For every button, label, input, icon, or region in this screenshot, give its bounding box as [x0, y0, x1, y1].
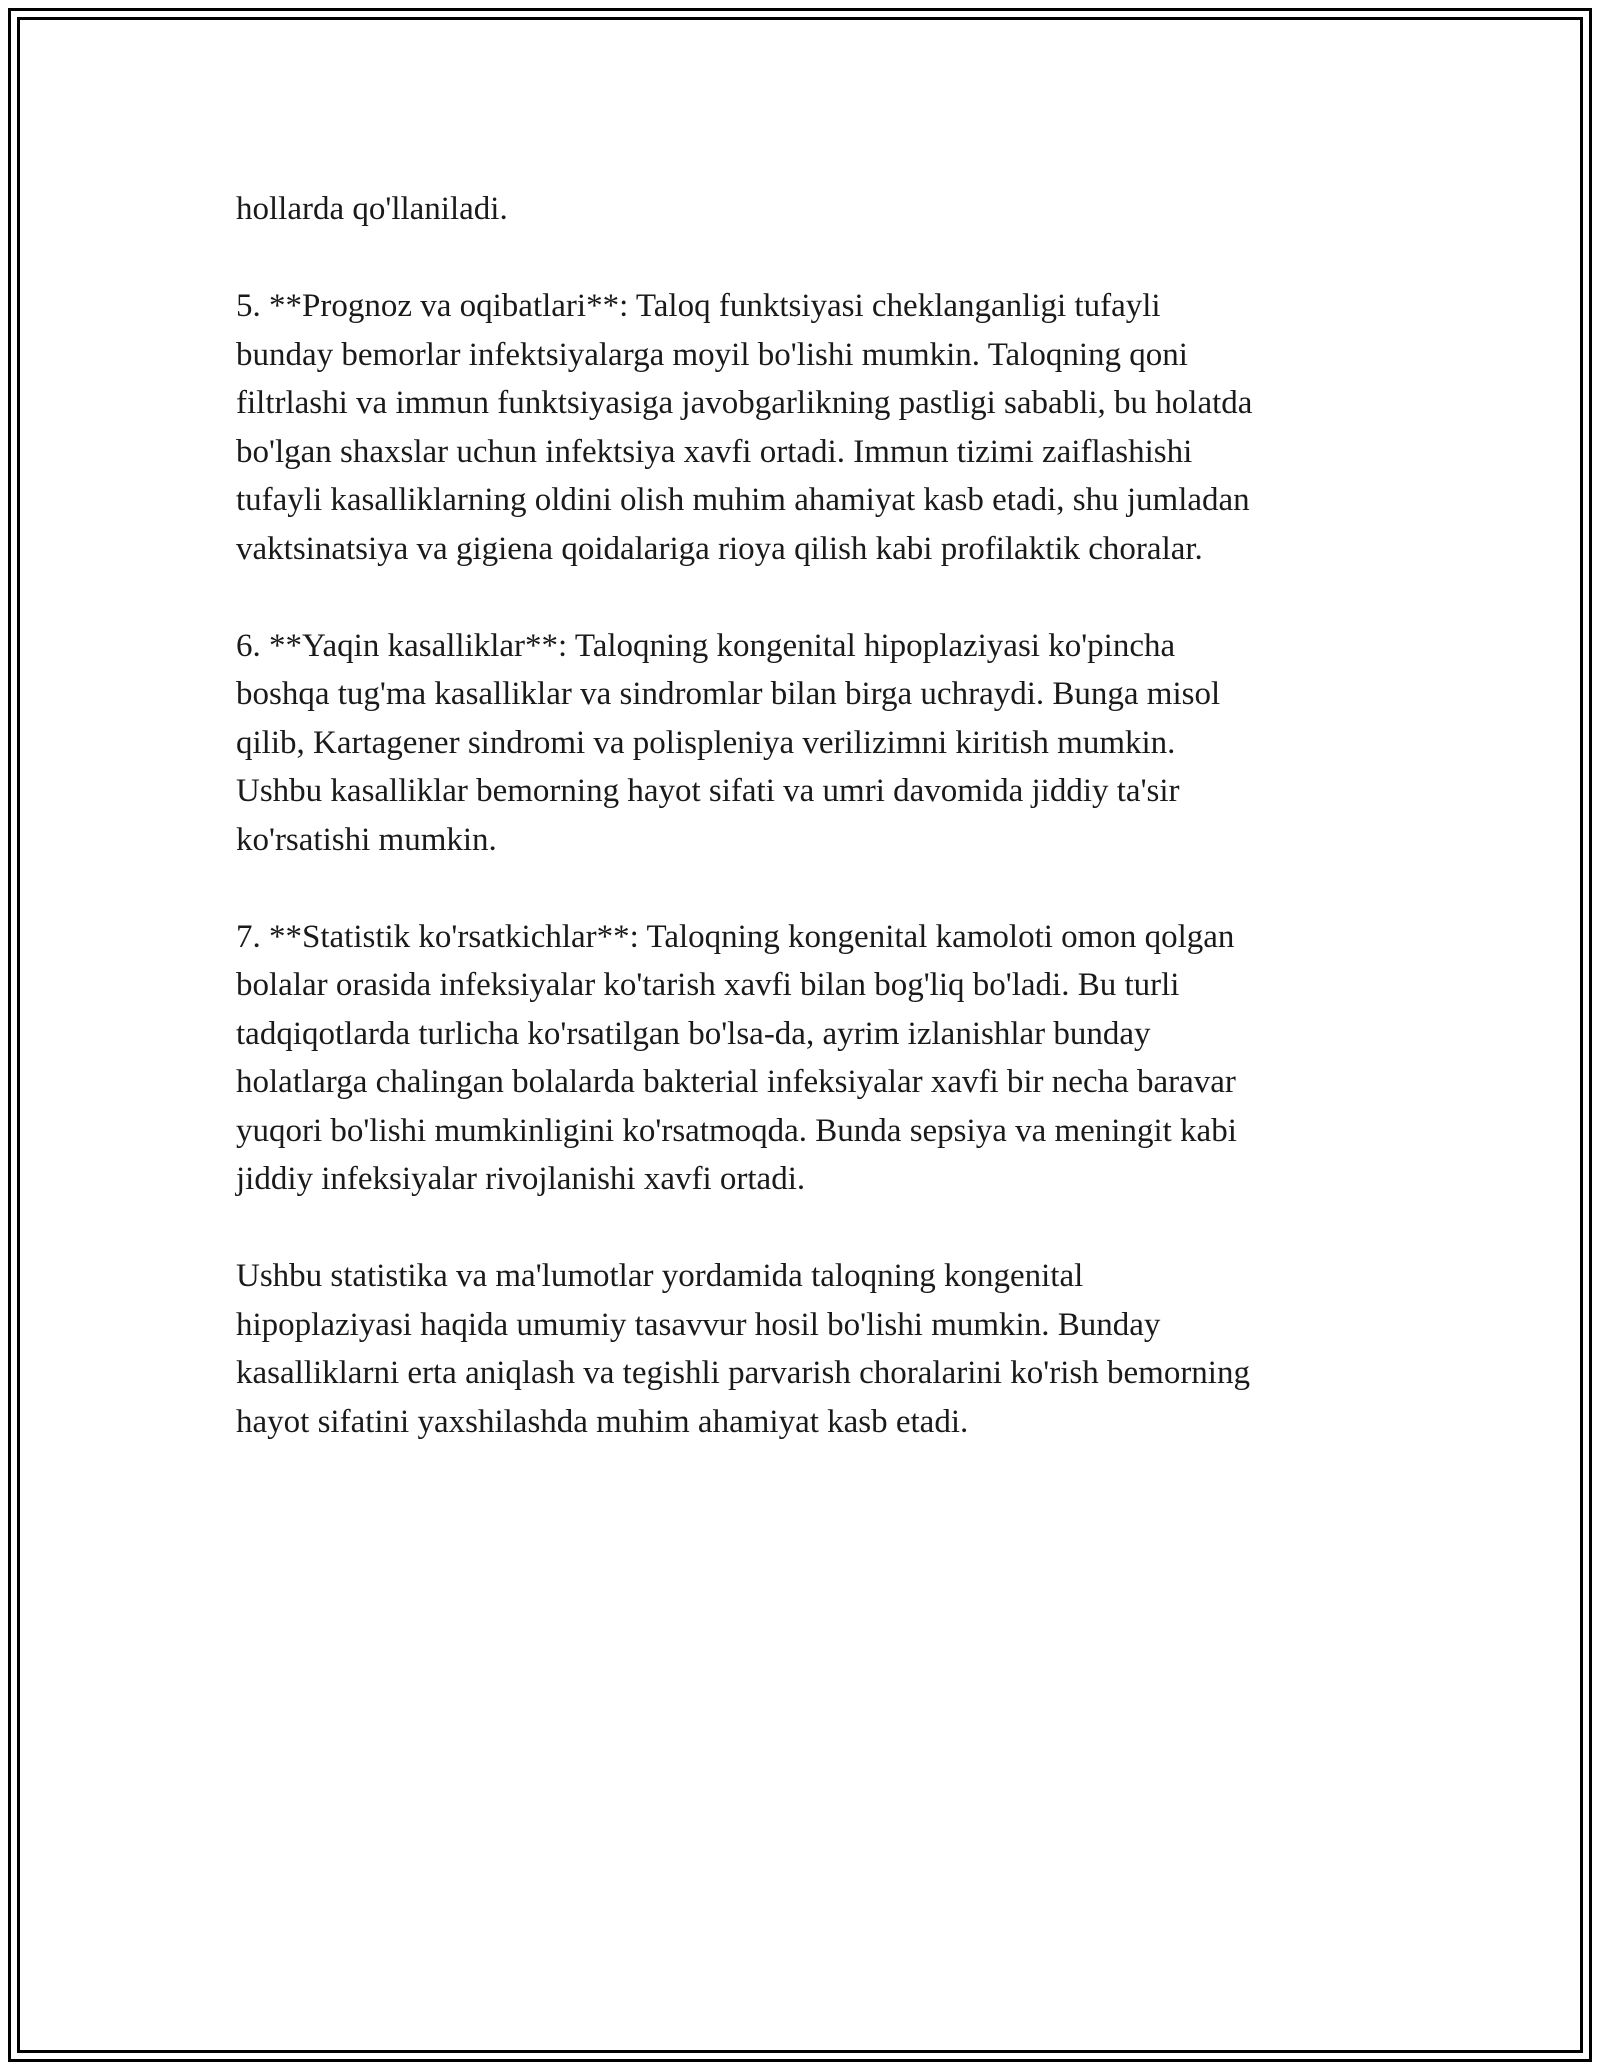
- text-line: boshqa tug'ma kasalliklar va sindromlar bilan birga uchraydi. Bunga misol: [236, 676, 1221, 712]
- text-line: kasalliklarni erta aniqlash va tegishli parvarish choralarini ko'rish bemorning: [236, 1355, 1250, 1391]
- text-line: 5. **Prognoz va oqibatlari**: Taloq funktsiyasi cheklanganligi tufayli: [236, 288, 1161, 324]
- paragraph-prognosis: [236, 282, 1386, 573]
- text-line: Ushbu statistika va ma'lumotlar yordamida taloqning kongenital: [236, 1258, 1084, 1294]
- text-line: qilib, Kartagener sindromi va polispleniya verilizimni kiritish mumkin.: [236, 724, 1176, 761]
- text-line: tadqiqotlarda turlicha ko'rsatilgan bo'lsa-da, ayrim izlanishlar bunday: [236, 1015, 1151, 1052]
- text-line: bolalar orasida infeksiyalar ko'tarish xavfi bilan bog'liq bo'ladi. Bu turli: [236, 967, 1180, 1003]
- text-line: hollarda qo'llaniladi.: [236, 191, 508, 227]
- text-line: jiddiy infeksiyalar rivojlanishi xavfi ortadi.: [236, 1161, 806, 1197]
- text-line: tufayli kasalliklarning oldini olish muhim ahamiyat kasb etadi, shu jumladan: [236, 482, 1250, 518]
- paragraph-conclusion: [236, 1252, 1386, 1446]
- text-line: bo'lgan shaxslar uchun infektsiya xavfi ortadi. Immun tizimi zaiflashishi: [236, 433, 1193, 470]
- paragraph-statistics: [236, 913, 1386, 1204]
- document-body: [236, 185, 1386, 1495]
- text-line: yuqori bo'lishi mumkinligini ko'rsatmoqda. Bunda sepsiya va meningit kabi: [236, 1112, 1237, 1149]
- text-line: Ushbu kasalliklar bemorning hayot sifati va umri davomida jiddiy ta'sir: [236, 773, 1180, 809]
- text-line: 6. **Yaqin kasalliklar**: Taloqning kongenital hipoplaziyasi ko'pincha: [236, 627, 1176, 664]
- text-line: bunday bemorlar infektsiyalarga moyil bo'lishi mumkin. Taloqning qoni: [236, 336, 1188, 373]
- text-line: filtrlashi va immun funktsiyasiga javobgarlikning pastligi sababli, bu holatda: [236, 385, 1253, 421]
- text-line: ko'rsatishi mumkin.: [236, 821, 497, 858]
- text-line: hipoplaziyasi haqida umumiy tasavvur hosil bo'lishi mumkin. Bunday: [236, 1306, 1161, 1343]
- text-line: hayot sifatini yaxshilashda muhim ahamiyat kasb etadi.: [236, 1403, 969, 1440]
- paragraph-related-diseases: [236, 622, 1386, 865]
- paragraph-continuation: [236, 185, 1386, 234]
- text-line: 7. **Statistik ko'rsatkichlar**: Taloqning kongenital kamoloti omon qolgan: [236, 918, 1235, 955]
- text-line: holatlarga chalingan bolalarda bakterial infeksiyalar xavfi bir necha baravar: [236, 1064, 1236, 1100]
- text-line: vaktsinatsiya va gigiena qoidalariga rioya qilish kabi profilaktik choralar.: [236, 530, 1203, 567]
